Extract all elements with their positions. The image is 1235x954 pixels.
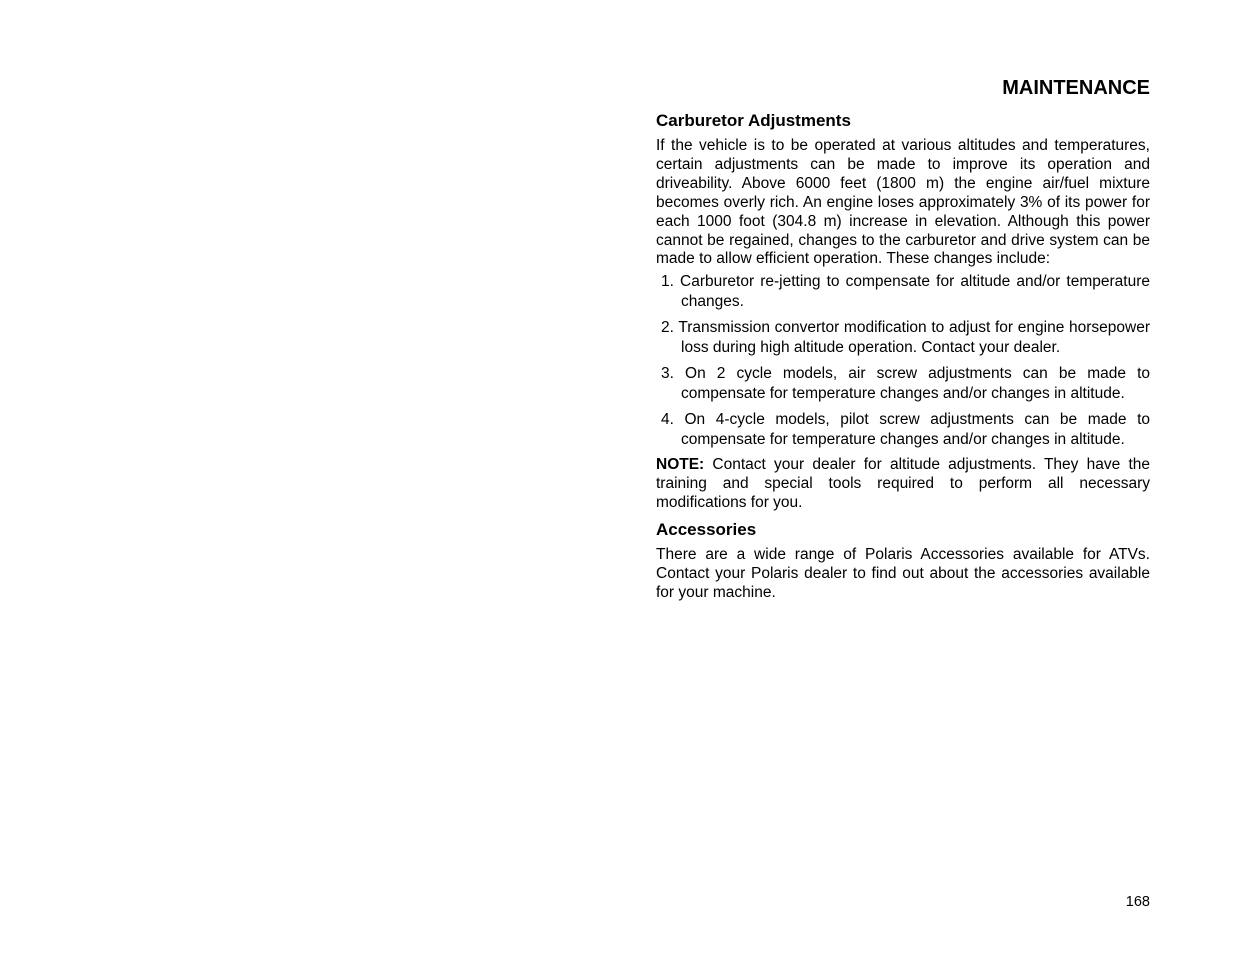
list-item-text: On 4-cycle models, pilot screw adjustments can be made to compensate for temperature changes and/or changes in altitude. xyxy=(681,411,1150,448)
list-item xyxy=(658,410,1150,449)
note-label: NOTE: xyxy=(656,456,705,474)
list-item-text: On 2 cycle models, air screw adjustments can be made to compensate for temperature changes and/or changes in altitude. xyxy=(681,365,1150,402)
note-paragraph xyxy=(656,456,1150,513)
list-item-number: 2. xyxy=(661,319,674,337)
page-number: 168 xyxy=(1125,894,1150,910)
note-text: Contact your dealer for altitude adjustments. They have the training and special tools required to perform all necessary modifications for you. xyxy=(656,456,1150,512)
section-title: MAINTENANCE xyxy=(1002,77,1150,99)
list-item-number: 4. xyxy=(661,411,674,429)
list-item-text: Carburetor re-jetting to compensate for altitude and/or temperature changes. xyxy=(680,273,1150,310)
carburetor-heading: Carburetor Adjustments xyxy=(656,111,851,130)
list-item-number: 1. xyxy=(661,273,674,291)
list-item-number: 3. xyxy=(661,365,674,383)
list-item xyxy=(658,364,1150,403)
carburetor-intro: If the vehicle is to be operated at various altitudes and temperatures, certain adjustments can be made to improve its operation and driveability. Above 6000 feet (1800 m) the engine air/fuel mixture becomes overly rich. An engine loses approximately 3% of its power for each 1000 foot (304.8 m) increase in elevation. Although this power cannot be regained, changes to the carburetor and drive system can be made to allow efficient operation. These changes include: xyxy=(656,137,1150,268)
list-item-text: Transmission convertor modification to adjust for engine horsepower loss during high altitude operation. Contact your dealer. xyxy=(678,319,1150,356)
accessories-heading: Accessories xyxy=(656,520,757,540)
text-column xyxy=(656,76,1150,606)
list-item xyxy=(658,272,1150,311)
accessories-text: There are a wide range of Polaris Accessories available for ATVs. Contact your Polaris dealer to find out about the accessories available for your machine. xyxy=(656,546,1150,601)
list-item xyxy=(658,318,1150,357)
adjustment-list xyxy=(656,272,1150,449)
